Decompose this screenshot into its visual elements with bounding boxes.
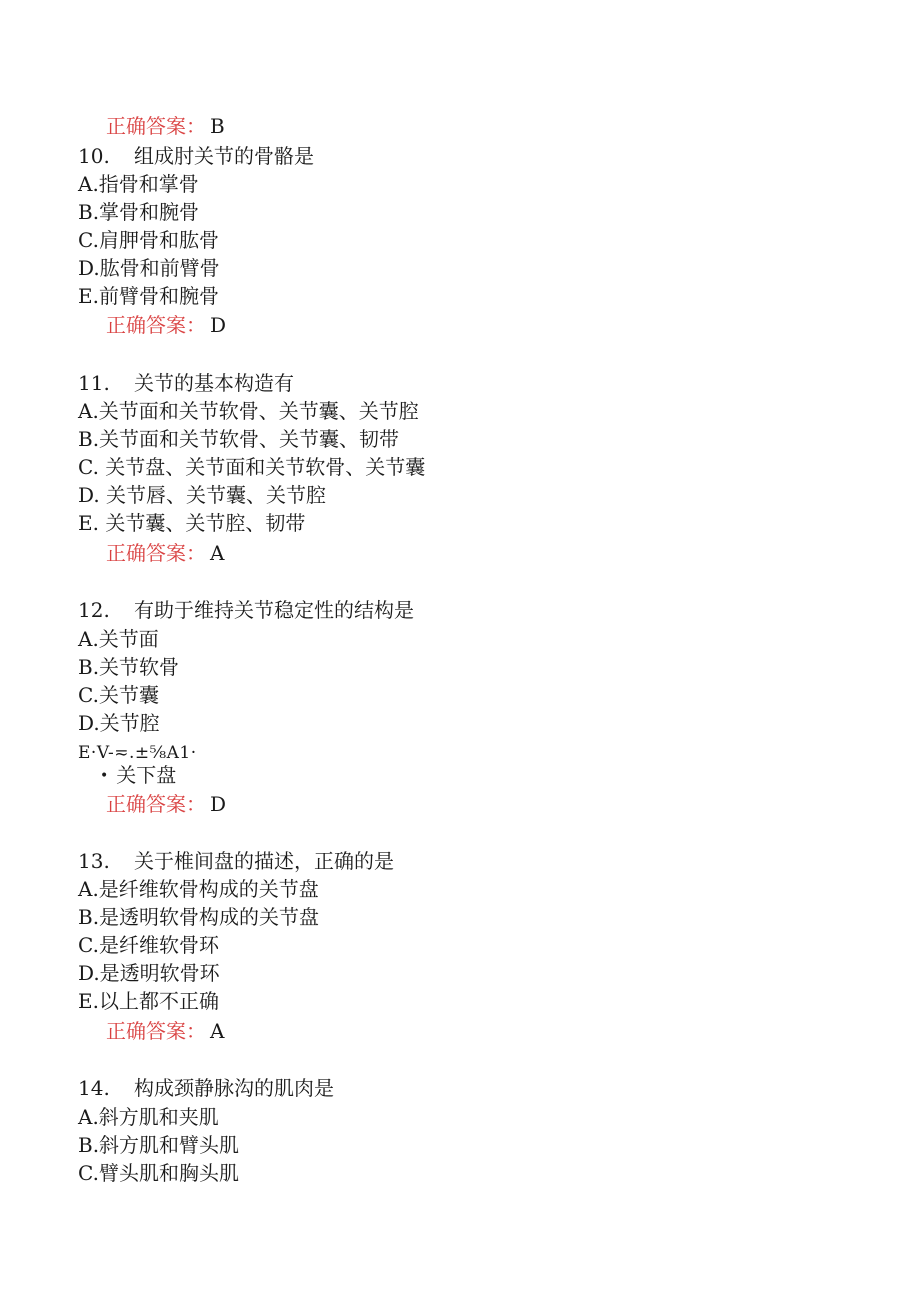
option-d: D. 关节唇、关节囊、关节腔 <box>78 483 327 507</box>
answer-value: D <box>210 313 227 337</box>
question-12 <box>78 597 414 623</box>
answer-label: 正确答案： <box>106 313 206 337</box>
question-number: 11. <box>78 371 110 395</box>
bullet-icon: • <box>100 768 109 784</box>
question-text: 关节的基本构造有 <box>134 371 294 395</box>
question-text: 有助于维持关节稳定性的结构是 <box>134 598 414 622</box>
option-e-continuation <box>100 762 176 789</box>
option-a: A.是纤维软骨构成的关节盘 <box>78 877 319 901</box>
option-c: C.关节囊 <box>78 683 159 707</box>
answer-value: D <box>210 792 227 816</box>
option-c: C.肩胛骨和肱骨 <box>78 228 219 252</box>
answer-line-q10 <box>106 312 226 338</box>
option-d: D.肱骨和前臂骨 <box>78 256 220 280</box>
answer-label: 正确答案： <box>106 792 206 816</box>
question-text: 关于椎间盘的描述，正确的是 <box>134 849 394 873</box>
question-13 <box>78 848 394 874</box>
option-b: B.关节面和关节软骨、关节囊、韧带 <box>78 427 400 451</box>
option-b: B.掌骨和腕骨 <box>78 200 200 224</box>
question-11 <box>78 370 294 396</box>
option-d: D.关节腔 <box>78 711 160 735</box>
question-number: 13. <box>78 849 110 873</box>
answer-label: 正确答案： <box>106 541 206 565</box>
answer-line-q11 <box>106 540 224 566</box>
answer-value: B <box>210 114 225 138</box>
question-text: 组成肘关节的骨骼是 <box>134 144 314 168</box>
answer-line-q12 <box>106 791 226 817</box>
option-b: B.斜方肌和臂头肌 <box>78 1133 240 1157</box>
option-a: A.指骨和掌骨 <box>78 172 199 196</box>
option-e: E. 关节囊、关节腔、韧带 <box>78 511 306 535</box>
option-e: E.以上都不正确 <box>78 989 219 1013</box>
option-e-garbled: E·V-≂.±⅝A1· <box>78 743 197 763</box>
option-b: B.是透明软骨构成的关节盘 <box>78 905 320 929</box>
option-b: B.关节软骨 <box>78 655 180 679</box>
answer-label: 正确答案： <box>106 114 206 138</box>
question-text: 构成颈静脉沟的肌肉是 <box>134 1076 334 1100</box>
option-a: A.关节面 <box>78 627 159 651</box>
question-number: 10. <box>78 144 110 168</box>
answer-value: A <box>210 541 225 565</box>
question-number: 14. <box>78 1076 110 1100</box>
question-14 <box>78 1075 334 1101</box>
option-c: C. 关节盘、关节面和关节软骨、关节囊 <box>78 455 426 479</box>
answer-line-q13 <box>106 1018 224 1044</box>
option-c: C.臂头肌和胸头肌 <box>78 1161 239 1185</box>
answer-value: A <box>210 1019 225 1043</box>
option-e-text: 关下盘 <box>116 763 177 787</box>
option-a: A.关节面和关节软骨、关节囊、关节腔 <box>78 399 419 423</box>
option-d: D.是透明软骨环 <box>78 961 220 985</box>
option-e: E.前臂骨和腕骨 <box>78 284 219 308</box>
answer-label: 正确答案： <box>106 1019 206 1043</box>
question-number: 12. <box>78 598 110 622</box>
answer-line-q9 <box>106 113 225 139</box>
option-a: A.斜方肌和夹肌 <box>78 1105 219 1129</box>
option-c: C.是纤维软骨环 <box>78 933 219 957</box>
question-10 <box>78 143 314 169</box>
